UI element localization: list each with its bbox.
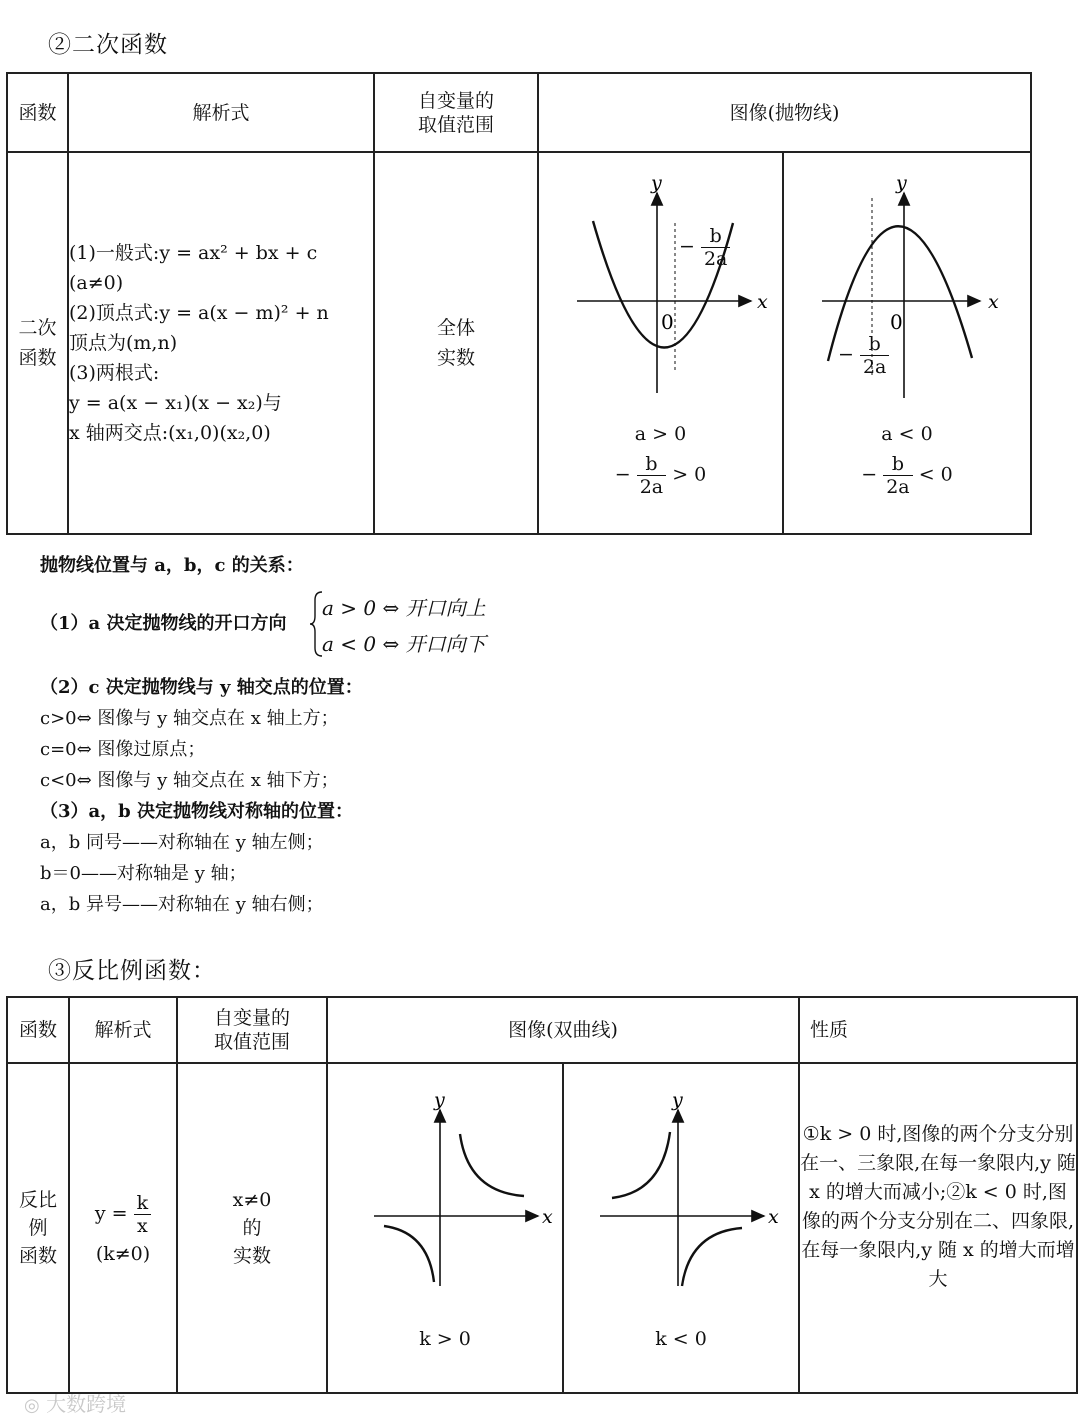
formula-line: (2)顶点式:y = a(x − m)² + n: [69, 302, 329, 324]
header-property: 性质: [799, 997, 1077, 1063]
frac-numerator: b: [637, 453, 666, 476]
condition-a: a < 0: [881, 423, 933, 445]
note-item1: [40, 590, 560, 658]
header-graph: 图像(抛物线): [538, 73, 1031, 152]
inverse-formula: [70, 1192, 176, 1237]
formula-line: x 轴两交点:(x₁,0)(x₂,0): [69, 422, 271, 444]
header-function: 函数: [7, 73, 68, 152]
frac-numerator: b: [701, 225, 730, 248]
branch-quadrant-1: [460, 1134, 524, 1196]
x-axis-label: x: [542, 1206, 553, 1228]
branch-quadrant-2: [612, 1132, 670, 1198]
minus-sign: −: [861, 463, 878, 486]
notes-heading: 抛物线位置与 a，b，c 的关系：: [40, 555, 304, 576]
minus-sign: −: [679, 235, 695, 258]
inverse-section-title: ③反比例函数：: [48, 958, 216, 984]
inverse-domain-value: x≠0 的 实数: [177, 1063, 327, 1393]
note-item1-case2: a < 0 ⇔ 开口向下: [322, 632, 486, 656]
frac-denominator: 2a: [886, 476, 910, 498]
header-formula: 解析式: [68, 73, 374, 152]
graph-cell-upward: [538, 152, 783, 534]
header-formula: 解析式: [69, 997, 177, 1063]
condition-a: a > 0: [634, 423, 687, 445]
row-label-quadratic: 二次 函数: [7, 152, 68, 534]
formula-line: 顶点为(m,n): [69, 332, 178, 354]
row-label-inverse: 反比 例 函数: [7, 1063, 69, 1393]
frac-numerator: b: [860, 333, 889, 356]
branch-quadrant-4: [682, 1228, 742, 1286]
frac-denominator: 2a: [703, 248, 728, 270]
frac-numerator: b: [883, 453, 912, 476]
watermark-logo-icon: ◎: [24, 1395, 40, 1416]
origin-label: 0: [890, 310, 903, 334]
condition-b: [784, 453, 1030, 498]
domain-value: 全体 实数: [374, 152, 538, 534]
condition-k: k > 0: [419, 1328, 471, 1350]
y-axis-label: y: [672, 1089, 683, 1111]
watermark: [24, 1388, 126, 1417]
graph-cell-downward: [783, 152, 1031, 534]
frac-denominator: 2a: [862, 356, 887, 378]
minus-sign: −: [614, 463, 631, 486]
condition-b: [539, 453, 782, 498]
inverse-table: [6, 996, 1078, 1394]
note-line: a，b 同号——对称轴在 y 轴左侧；: [40, 832, 324, 853]
quadratic-section-title: ②二次函数: [48, 32, 168, 58]
formula-line: y = a(x − x₁)(x − x₂)与: [69, 392, 282, 414]
branch-quadrant-3: [384, 1226, 434, 1282]
frac-denominator: 2a: [639, 476, 664, 498]
quadratic-table: [6, 72, 1032, 535]
note-line: a，b 异号——对称轴在 y 轴右侧；: [40, 894, 324, 915]
x-axis-label: x: [757, 291, 768, 313]
formula-line: (1)一般式:y = ax² + bx + c: [69, 242, 318, 264]
y-axis-label: y: [434, 1089, 445, 1111]
formula-cell: [68, 152, 374, 534]
relation: > 0: [672, 463, 707, 486]
origin-label: 0: [661, 310, 674, 334]
note-line: c>0⇔ 图像与 y 轴交点在 x 轴上方；: [40, 708, 339, 729]
axis-annotation: [679, 225, 730, 270]
formula-prefix: y =: [94, 1202, 128, 1224]
header-graph: 图像(双曲线): [327, 997, 799, 1063]
note-item2-label: （2）c 决定抛物线与 y 轴交点的位置：: [40, 677, 363, 698]
note-item2: [40, 672, 640, 920]
axis-annotation: [838, 333, 889, 378]
relation: < 0: [918, 463, 953, 486]
formula-line: (a≠0): [69, 272, 124, 294]
graph-cell-k-positive: [327, 1063, 563, 1393]
watermark-text: 大数跨境: [46, 1392, 127, 1416]
condition-k: k < 0: [655, 1328, 707, 1350]
header-domain: 自变量的 取值范围: [177, 997, 327, 1063]
frac-denominator: x: [137, 1214, 148, 1237]
minus-sign: −: [838, 343, 854, 366]
header-function: 函数: [7, 997, 69, 1063]
formula-condition: (k≠0): [95, 1242, 151, 1265]
note-line: c=0⇔ 图像过原点；: [40, 739, 206, 760]
note-item1-case1: a > 0 ⇔ 开口向上: [322, 596, 486, 620]
note-line: b＝0——对称轴是 y 轴；: [40, 863, 247, 884]
frac-numerator: k: [134, 1192, 152, 1215]
inverse-formula-cell: [69, 1063, 177, 1393]
property-cell: ①k > 0 时,图像的两个分支分别在一、三象限,在每一象限内,y 随 x 的增大而减小;②k < 0 时,图像的两个分支分别在二、四象限,在每一象限内,y 随 x 的增大而增大: [799, 1063, 1077, 1393]
note-item3-label: （3）a，b 决定抛物线对称轴的位置：: [40, 801, 354, 822]
y-axis-label: y: [651, 172, 662, 194]
x-axis-label: x: [768, 1206, 779, 1228]
note-item1-label: （1）a 决定抛物线的开口方向: [40, 613, 287, 634]
graph-cell-k-negative: [563, 1063, 799, 1393]
note-line: c<0⇔ 图像与 y 轴交点在 x 轴下方；: [40, 770, 339, 791]
formula-line: (3)两根式:: [69, 362, 160, 384]
y-axis-label: y: [896, 172, 907, 194]
header-domain: 自变量的 取值范围: [374, 73, 538, 152]
x-axis-label: x: [988, 291, 999, 313]
